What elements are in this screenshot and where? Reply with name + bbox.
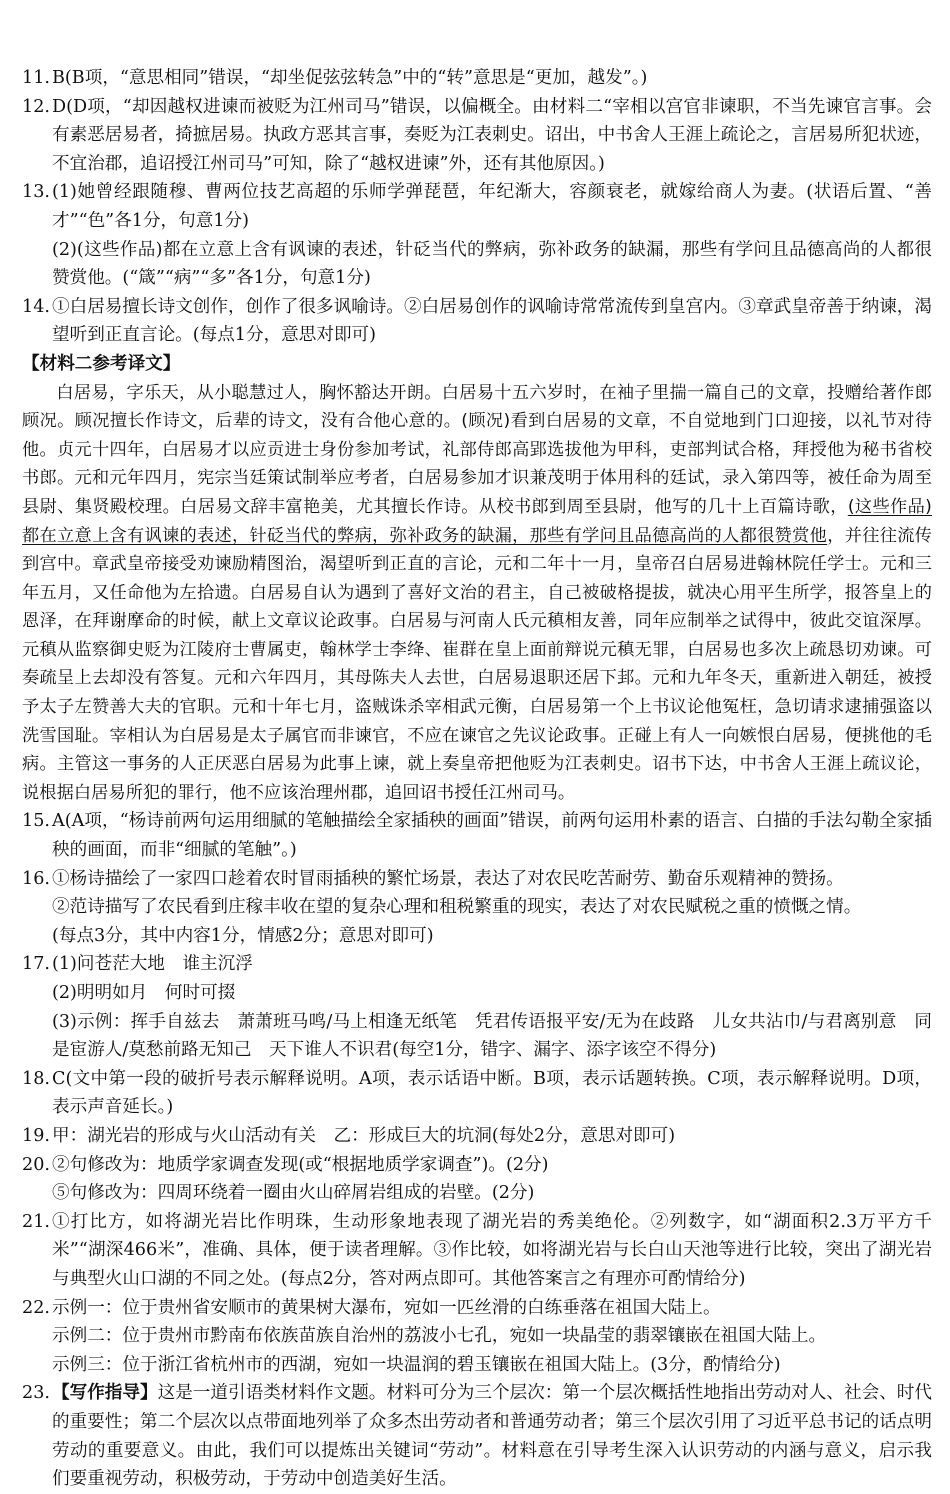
answer-content <box>22 64 932 1494</box>
answer-21 <box>22 1208 932 1294</box>
answer-number: 11. <box>22 68 50 88</box>
answer-line: 示例二：位于贵州市黔南布依族苗族自治州的荔波小七孔，宛如一块晶莹的翡翠镶嵌在祖国大陆上。 <box>52 1326 827 1347</box>
writing-guide-text: 这是一道引语类材料作文题。材料可分为三个层次：第一个层次概括性地指出劳动对人、社会、时代的重要性；第二个层次以点带面地列举了众多杰出劳动者和普通劳动者；第三个层次引用了习近平总书记的话点明劳动的重要意义。由此，我们可以提炼出关键词“劳动”。材料意在引导考生深入认识劳动的内涵与意义，启示我们要重视劳动，积极劳动，于劳动中创造美好生活。 <box>52 1383 932 1490</box>
answer-line <box>52 1379 932 1493</box>
answer-number: 20. <box>22 1154 50 1175</box>
answer-line: (1)她曾经跟随穆、曹两位技艺高超的乐师学弹琵琶，年纪渐大，容颜衰老，就嫁给商人为妻。(状语后置、“善才”“色”各1分，句意1分) <box>52 182 932 231</box>
answer-line: (每点3分，其中内容1分，情感2分；意思对即可) <box>52 925 434 946</box>
answer-number: 16. <box>22 868 50 889</box>
answer-line: ②范诗描写了农民看到庄稼丰收在望的复杂心理和租税繁重的现实，表达了对农民赋税之重的愤慨之情。 <box>52 897 862 918</box>
answer-line: (3)示例：挥手自兹去 萧萧班马鸣/马上相逢无纸笔 凭君传语报平安/无为在歧路 儿女共沾巾/与君离别意 同是宦游人/莫愁前路无知己 天下谁人不识君(每空1分，错字、漏字、添字该空不得分) <box>52 1011 932 1061</box>
answer-16 <box>22 865 932 951</box>
answer-line: ②句修改为：地质学家调查发现(或“根据地质学家调查”)。(2分) <box>52 1154 549 1175</box>
answer-line: (1)问苍茫大地 谁主沉浮 <box>52 954 253 975</box>
writing-guide-label: 【写作指导】 <box>52 1383 158 1404</box>
answer-number: 13. <box>22 182 50 203</box>
answer-22 <box>22 1294 932 1380</box>
translation-heading: 【材料二参考译文】 <box>22 353 181 374</box>
answer-19 <box>22 1122 932 1151</box>
answer-14 <box>22 293 932 350</box>
answer-15 <box>22 807 932 864</box>
translation-text-before: 白居易，字乐天，从小聪慧过人，胸怀豁达开朗。白居易十五六岁时，在袖子里揣一篇自己的文章，投赠给著作郎顾况。顾况擅长作诗文，后辈的诗文，没有合他心意的。(顾况)看到白居易的文章，不自觉地到门口迎接，以礼节对待他。贞元十四年，白居易才以应贡进士身份参加考试，礼部侍郎高郢选拔他为甲科，吏部判试合格，拜授他为秘书省校书郎。元和元年四月，宪宗当廷策试制举应考者，白居易参加才识兼茂明于体用科的廷试，录入第四等，被任命为周至县尉、集贤殿校理。白居易文辞丰富艳美，尤其擅长作诗。从校书郎到周至县尉，他写的几十上百篇诗歌， <box>22 382 932 517</box>
answer-line: ①杨诗描绘了一家四口趁着农时冒雨插秧的繁忙场景，表达了对农民吃苦耐劳、勤奋乐观精神的赞扬。 <box>52 868 844 889</box>
translation-underlined: (这些作品)都在立意上含有讽谏的表述，针砭当代的弊病，弥补政务的缺漏，那些有学问且品德高尚的人都很赞赏他 <box>22 496 932 546</box>
answer-line: ①打比方，如将湖光岩比作明珠，生动形象地表现了湖光岩的秀美绝伦。②列数字，如“湖面积2.3万平方千米”“湖深466米”，准确、具体，便于读者理解。③作比较，如将湖光岩与长白山天池等进行比较，突出了湖光岩与典型火山口湖的不同之处。(每点2分，答对两点即可。其他答案言之有理亦可酌情给分) <box>52 1211 932 1289</box>
answer-13 <box>22 178 932 292</box>
answer-23 <box>22 1379 932 1493</box>
answer-20 <box>22 1151 932 1208</box>
answer-17 <box>22 950 932 1064</box>
answer-number: 14. <box>22 296 50 317</box>
answer-line: (2)明明如月 何时可掇 <box>52 983 236 1003</box>
answer-line: ①白居易擅长诗文创作，创作了很多讽喻诗。②白居易创作的讽喻诗常常流传到皇宫内。③章武皇帝善于纳谏，渴望听到正直言论。(每点1分，意思对即可) <box>52 296 932 346</box>
answer-number: 18. <box>22 1068 50 1089</box>
answer-11 <box>22 64 932 93</box>
answer-line: 示例三：位于浙江省杭州市的西湖，宛如一块温润的碧玉镶嵌在祖国大陆上。(3分，酌情给分) <box>52 1354 781 1375</box>
answer-number: 19. <box>22 1125 50 1146</box>
answer-number: 21. <box>22 1211 50 1232</box>
answer-number: 15. <box>22 811 50 832</box>
answer-number: 22. <box>22 1297 50 1318</box>
answer-number: 12. <box>22 96 50 117</box>
answer-line: D(D项，“却因越权进谏而被贬为江州司马”错误，以偏概全。由材料二“宰相以宫官非谏职，不当先谏官言事。会有素恶居易者，掎摭居易。执政方恶其言事，奏贬为江表刺史。诏出，中书舍人王涯上疏论之，言居易所犯状迹，不宜治郡，追诏授江州司马”可知，除了“越权进谏”外，还有其他原因。) <box>52 96 932 174</box>
answer-number: 17. <box>22 954 50 975</box>
answer-line: (2)(这些作品)都在立意上含有讽谏的表述，针砭当代的弊病，弥补政务的缺漏，那些有学问且品德高尚的人都很赞赏他。(“箴”“病”“多”各1分，句意1分) <box>52 239 932 289</box>
answer-number: 23. <box>22 1383 50 1404</box>
translation-text-after: ，并往往流传到宫中。章武皇帝接受劝谏励精图治，渴望听到正直的言论，元和二年十一月，皇帝召白居易进翰林院任学士。元和三年五月，又任命他为左拾遗。白居易自认为遇到了喜好文治的君主，自己被破格提拔，就决心用平生所学，报答皇上的恩泽，在拜谢摩命的时候，献上文章议论政事。白居易与河南人氏元稹相友善，同年应制举之试得中，彼此交谊深厚。元稹从监察御史贬为江陵府士曹属吏，翰林学士李绛、崔群在皇上面前辩说元稹无罪，白居易也多次上疏恳切劝谏。可奏疏呈上去却没有答复。元和六年四月，其母陈夫人去世，白居易退职还居下邽。元和九年冬天，重新进入朝廷，被授予太子左赞善大夫的官职。元和十年七月，盗贼诛杀宰相武元衡，白居易第一个上书议论他冤枉，急切请求逮捕强盗以洗雪国耻。宰相认为白居易是太子属官而非谏官，不应在谏官之先议论政事。正碰上有人一向嫉恨白居易，便挑他的毛病。主管这一事务的人正厌恶白居易为此事上谏，就上奏皇帝把他贬为江表刺史。诏书下达，中书舍人王涯上疏议论，说根据白居易所犯的罪行，他不应该治理州郡，追回诏书授任江州司马。 <box>22 525 932 803</box>
answer-line: ⑤句修改为：四周环绕着一圈由火山碎屑岩组成的岩壁。(2分) <box>52 1183 535 1204</box>
answer-line: A(A项，“杨诗前两句运用细腻的笔触描绘全家插秧的画面”错误，前两句运用朴素的语言、白描的手法勾勒全家插秧的画面，而非“细腻的笔触”。) <box>52 811 932 861</box>
translation-paragraph <box>22 379 932 808</box>
answer-line: C(文中第一段的破折号表示解释说明。A项，表示话语中断。B项，表示话题转换。C项，表示解释说明。D项，表示声音延长。) <box>52 1068 932 1118</box>
answer-12 <box>22 93 932 179</box>
answer-18 <box>22 1065 932 1122</box>
answer-line: B(B项，“意思相同”错误，“却坐促弦弦转急”中的“转”意思是“更加，越发”。) <box>52 68 648 88</box>
answer-line: 示例一：位于贵州省安顺市的黄果树大瀑布，宛如一匹丝滑的白练垂落在祖国大陆上。 <box>52 1297 721 1318</box>
answer-line: 甲：湖光岩的形成与火山活动有关 乙：形成巨大的坑洞(每处2分，意思对即可) <box>52 1125 676 1146</box>
